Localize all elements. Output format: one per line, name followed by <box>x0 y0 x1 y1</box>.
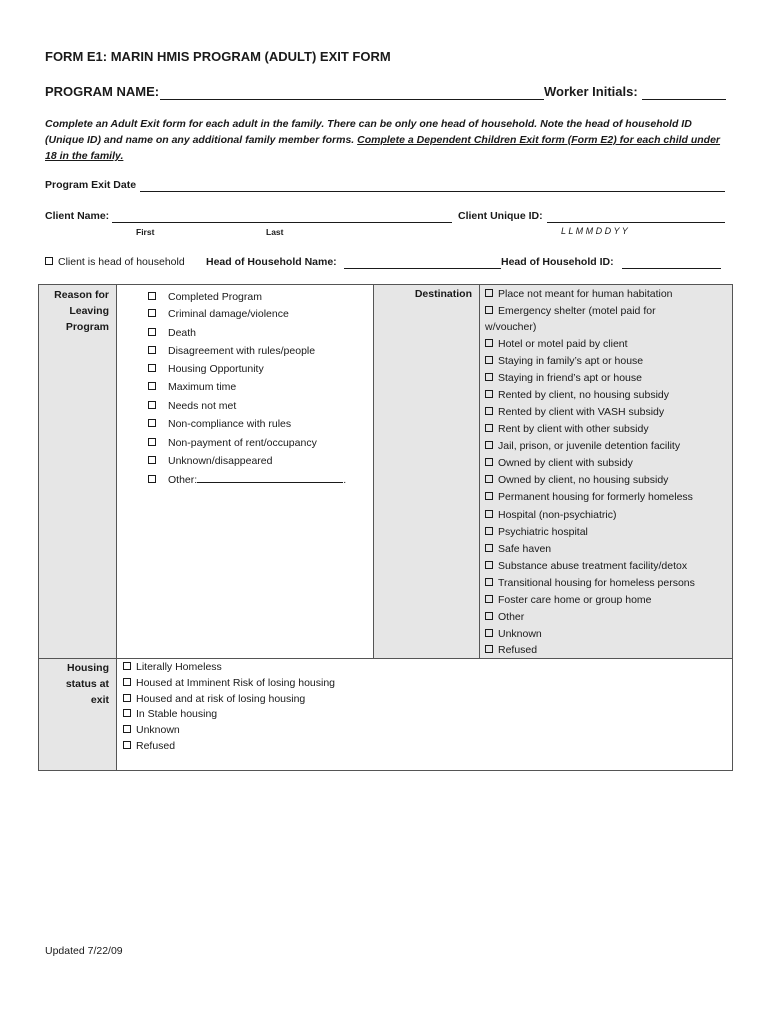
destination-option[interactable]: Emergency shelter (motel paid for <box>485 304 656 318</box>
checkbox-icon <box>148 382 156 390</box>
first-label: First <box>136 227 155 237</box>
hoh-id-field[interactable] <box>622 268 721 269</box>
reason-label: Reason for Leaving Program <box>54 289 109 333</box>
housing-status-label-cell <box>38 658 117 771</box>
housing-status-option[interactable]: Unknown <box>123 723 180 737</box>
checkbox-icon <box>148 364 156 372</box>
footer-updated: Updated 7/22/09 <box>45 945 123 957</box>
destination-option[interactable]: Permanent housing for formerly homeless <box>485 490 693 504</box>
reason-option[interactable]: Maximum time <box>148 380 236 394</box>
destination-option[interactable]: Unknown <box>485 627 542 641</box>
instructions-text: Complete an Adult Exit form for each adult in the family. There can be only one head of household. Note the head of household ID (Unique ID) and name on any additional family member forms. <box>45 118 692 146</box>
checkbox-icon <box>485 390 493 398</box>
reason-option[interactable]: Criminal damage/violence <box>148 307 289 321</box>
checkbox-icon <box>485 492 493 500</box>
reason-option[interactable]: Non-payment of rent/occupancy <box>148 436 317 450</box>
worker-initials-label: Worker Initials: <box>544 84 638 99</box>
destination-option[interactable]: Rented by client with VASH subsidy <box>485 405 664 419</box>
destination-option[interactable]: Hospital (non-psychiatric) <box>485 508 616 522</box>
checkbox-icon <box>485 645 493 653</box>
reason-option-other[interactable]: Other: . <box>148 472 346 487</box>
client-unique-id-label: Client Unique ID: <box>458 210 543 222</box>
checkbox-icon <box>485 629 493 637</box>
destination-option[interactable]: Hotel or motel paid by client <box>485 337 628 351</box>
reason-option[interactable]: Needs not met <box>148 399 236 413</box>
destination-option[interactable]: Refused <box>485 643 537 657</box>
program-exit-date-field[interactable] <box>140 191 725 192</box>
worker-initials-field[interactable] <box>642 99 726 100</box>
destination-option[interactable]: Substance abuse treatment facility/detox <box>485 559 687 573</box>
reason-label-cell <box>38 284 117 659</box>
destination-option[interactable]: Transitional housing for homeless persons <box>485 576 695 590</box>
hoh-row <box>45 256 727 272</box>
checkbox-icon <box>148 346 156 354</box>
destination-option[interactable]: Psychiatric hospital <box>485 525 588 539</box>
destination-option[interactable]: Owned by client with subsidy <box>485 456 633 470</box>
checkbox-icon <box>148 292 156 300</box>
checkbox-icon <box>485 373 493 381</box>
hoh-name-field[interactable] <box>344 268 501 269</box>
checkbox-icon <box>485 595 493 603</box>
checkbox-icon <box>485 475 493 483</box>
checkbox-icon <box>485 458 493 466</box>
housing-status-option[interactable]: Housed and at risk of losing housing <box>123 692 305 706</box>
checkbox-icon <box>148 419 156 427</box>
checkbox-icon <box>148 456 156 464</box>
housing-status-option[interactable]: In Stable housing <box>123 707 217 721</box>
program-exit-date-label: Program Exit Date <box>45 179 137 191</box>
checkbox-icon <box>485 339 493 347</box>
reason-other-field[interactable] <box>197 472 343 483</box>
client-name-field[interactable] <box>112 222 452 223</box>
checkbox-icon <box>45 257 53 265</box>
destination-option[interactable]: Jail, prison, or juvenile detention facility <box>485 439 680 453</box>
reason-option[interactable]: Disagreement with rules/people <box>148 344 315 358</box>
destination-label-cell <box>373 284 480 659</box>
destination-option[interactable]: Owned by client, no housing subsidy <box>485 473 668 487</box>
last-label: Last <box>266 227 284 237</box>
client-is-hoh-label: Client is head of household <box>58 256 185 268</box>
reason-option[interactable]: Housing Opportunity <box>148 362 264 376</box>
checkbox-icon <box>148 438 156 446</box>
housing-status-option[interactable]: Refused <box>123 739 175 753</box>
instructions <box>45 116 727 164</box>
housing-status-label: Housing status at exit <box>65 662 109 706</box>
program-exit-date-row <box>45 179 727 195</box>
client-row <box>45 210 727 240</box>
checkbox-icon <box>148 309 156 317</box>
program-name-label: PROGRAM NAME: <box>45 84 160 99</box>
checkbox-icon <box>485 561 493 569</box>
destination-option[interactable]: Rented by client, no housing subsidy <box>485 388 669 402</box>
instructions-underlined: Complete a Dependent Children Exit form (Form E2) for each child under 18 in the family. <box>45 134 721 162</box>
checkbox-icon <box>485 527 493 535</box>
hoh-name-label: Head of Household Name: <box>206 256 337 268</box>
checkbox-icon <box>148 401 156 409</box>
client-unique-id-field[interactable] <box>547 222 725 223</box>
housing-status-option[interactable]: Literally Homeless <box>123 660 222 674</box>
checkbox-icon <box>485 510 493 518</box>
checkbox-icon <box>123 678 131 686</box>
checkbox-icon <box>123 694 131 702</box>
housing-status-option[interactable]: Housed at Imminent Risk of losing housing <box>123 676 335 690</box>
destination-option[interactable]: Rent by client with other subsidy <box>485 422 649 436</box>
destination-label: Destination <box>414 288 472 300</box>
checkbox-icon <box>485 289 493 297</box>
checkbox-icon <box>123 725 131 733</box>
checkbox-icon <box>485 306 493 314</box>
destination-option[interactable]: Foster care home or group home <box>485 593 652 607</box>
unique-id-format: L L M M D D Y Y <box>561 226 628 236</box>
reason-option[interactable]: Completed Program <box>148 290 262 304</box>
checkbox-icon <box>485 578 493 586</box>
checkbox-icon <box>485 407 493 415</box>
checkbox-icon <box>485 544 493 552</box>
checkbox-icon <box>485 356 493 364</box>
checkbox-icon <box>123 741 131 749</box>
checkbox-icon <box>485 424 493 432</box>
checkbox-icon <box>123 662 131 670</box>
program-name-row <box>45 84 727 102</box>
client-name-label: Client Name: <box>45 210 110 222</box>
destination-option[interactable]: Safe haven <box>485 542 551 556</box>
reason-option[interactable]: Death <box>148 326 196 340</box>
destination-option-continued: w/voucher) <box>485 321 537 333</box>
checkbox-icon <box>148 475 156 483</box>
program-name-field[interactable] <box>160 99 544 100</box>
destination-option[interactable]: Staying in family’s apt or house <box>485 354 643 368</box>
reason-option[interactable]: Non-compliance with rules <box>148 417 291 431</box>
reason-option[interactable]: Unknown/disappeared <box>148 454 273 468</box>
checkbox-icon <box>485 612 493 620</box>
client-is-hoh-checkbox[interactable] <box>45 256 185 268</box>
destination-option[interactable]: Staying in friend’s apt or house <box>485 371 642 385</box>
checkbox-icon <box>123 709 131 717</box>
destination-option[interactable]: Place not meant for human habitation <box>485 287 673 301</box>
checkbox-icon <box>148 328 156 336</box>
form-title: FORM E1: MARIN HMIS PROGRAM (ADULT) EXIT FORM <box>45 49 391 64</box>
destination-option[interactable]: Other <box>485 610 524 624</box>
checkbox-icon <box>485 441 493 449</box>
hoh-id-label: Head of Household ID: <box>501 256 614 268</box>
